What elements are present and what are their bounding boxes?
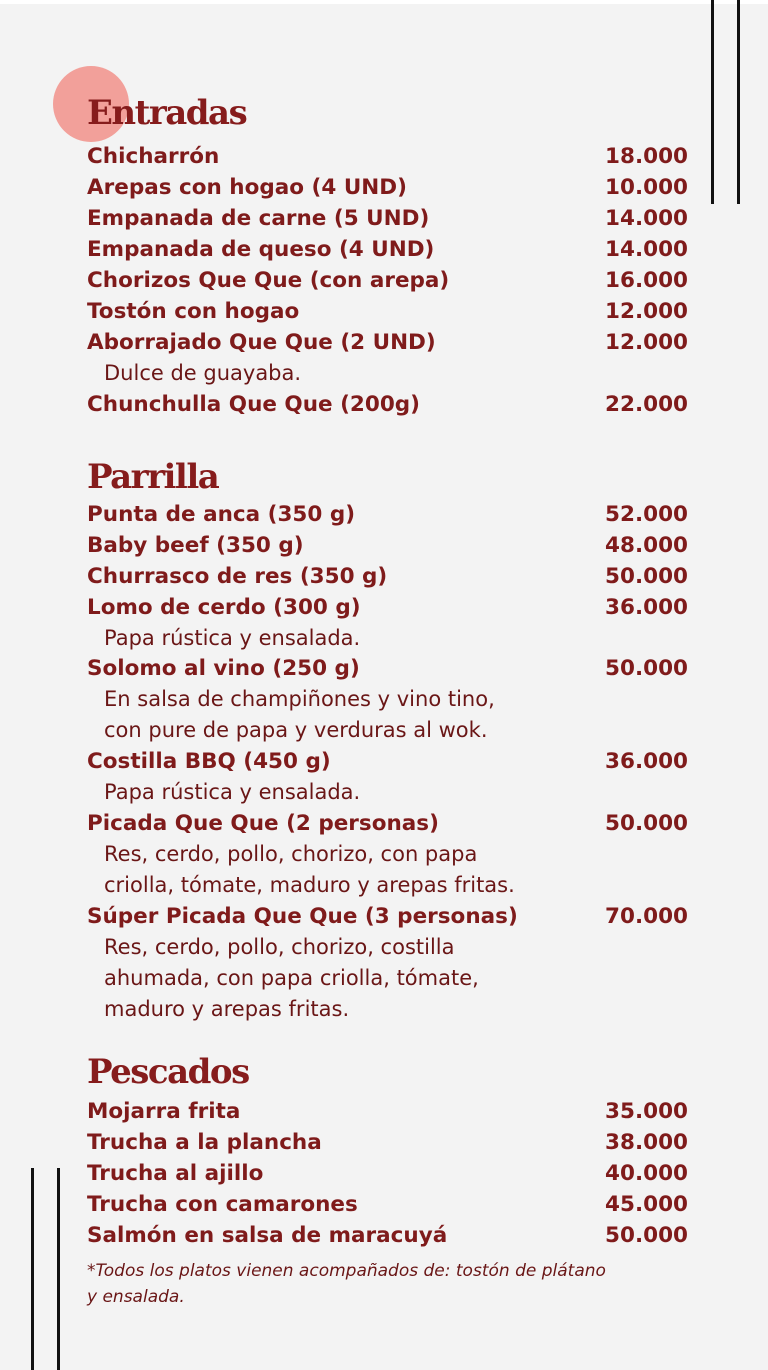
item-price: 18.000	[605, 144, 688, 169]
item-price: 35.000	[605, 1099, 688, 1124]
decor-line-top-right	[737, 0, 740, 204]
item-name: Solomo al vino (250 g)	[87, 656, 360, 681]
item-price: 22.000	[605, 392, 688, 417]
item-name: Chunchulla Que Que (200g)	[87, 392, 421, 417]
item-price: 50.000	[605, 564, 688, 589]
menu-item	[87, 234, 688, 265]
decor-line-bottom-right	[57, 1168, 60, 1370]
menu-item	[87, 561, 688, 592]
item-name: Costilla BBQ (450 g)	[87, 749, 331, 774]
item-price: 52.000	[605, 502, 688, 527]
decor-line-top-left	[711, 0, 714, 204]
item-description: En salsa de champiñones y vino tino,	[104, 687, 495, 711]
section-title: Pescados	[87, 1052, 249, 1092]
item-description: con pure de papa y verduras al wok.	[104, 718, 488, 742]
item-name: Empanada de queso (4 UND)	[87, 237, 435, 262]
menu-item	[87, 296, 688, 327]
menu-item	[87, 1220, 688, 1251]
item-name: Mojarra frita	[87, 1099, 241, 1124]
footnote: *Todos los platos vienen acompañados de: tostón de plátano y ensalada.	[87, 1261, 606, 1307]
item-price: 70.000	[605, 904, 688, 929]
menu-item	[87, 1189, 688, 1220]
item-price: 40.000	[605, 1161, 688, 1186]
item-description: maduro y arepas fritas.	[104, 997, 350, 1021]
item-price: 50.000	[605, 811, 688, 836]
item-price: 48.000	[605, 533, 688, 558]
item-name: Arepas con hogao (4 UND)	[87, 175, 407, 200]
item-price: 14.000	[605, 206, 688, 231]
item-name: Baby beef (350 g)	[87, 533, 304, 558]
item-name: Trucha con camarones	[87, 1192, 358, 1217]
item-price: 38.000	[605, 1130, 688, 1155]
menu-item	[87, 592, 688, 623]
item-price: 45.000	[605, 1192, 688, 1217]
item-price: 50.000	[605, 656, 688, 681]
item-name: Tostón con hogao	[87, 299, 300, 324]
menu-item	[87, 327, 688, 358]
menu-item	[87, 530, 688, 561]
item-name: Súper Picada Que Que (3 personas)	[87, 904, 518, 929]
item-description: Papa rústica y ensalada.	[104, 780, 361, 804]
item-name: Churrasco de res (350 g)	[87, 564, 388, 589]
menu-item	[87, 1158, 688, 1189]
item-name: Trucha a la plancha	[87, 1130, 322, 1155]
item-name: Chorizos Que Que (con arepa)	[87, 268, 450, 293]
item-name: Punta de anca (350 g)	[87, 502, 356, 527]
item-price: 12.000	[605, 330, 688, 355]
menu-item	[87, 172, 688, 203]
item-price: 36.000	[605, 749, 688, 774]
section-title: Parrilla	[87, 457, 219, 497]
item-description: ahumada, con papa criolla, tómate,	[104, 966, 479, 990]
item-price: 16.000	[605, 268, 688, 293]
item-name: Picada Que Que (2 personas)	[87, 811, 439, 836]
item-price: 36.000	[605, 595, 688, 620]
section-title: Entradas	[87, 93, 247, 133]
item-description: Res, cerdo, pollo, chorizo, costilla	[104, 935, 455, 959]
menu-item	[87, 1096, 688, 1127]
item-name: Trucha al ajillo	[87, 1161, 264, 1186]
item-description: criolla, tómate, maduro y arepas fritas.	[104, 873, 515, 897]
menu-item	[87, 265, 688, 296]
menu-item	[87, 808, 688, 839]
menu-item	[87, 1127, 688, 1158]
menu-item	[87, 746, 688, 777]
item-price: 50.000	[605, 1223, 688, 1248]
menu-item	[87, 499, 688, 530]
item-name: Aborrajado Que Que (2 UND)	[87, 330, 436, 355]
item-name: Lomo de cerdo (300 g)	[87, 595, 361, 620]
menu-item	[87, 203, 688, 234]
decor-line-bottom-left	[31, 1168, 34, 1370]
menu-item	[87, 141, 688, 172]
item-description: Dulce de guayaba.	[104, 361, 302, 385]
item-name: Salmón en salsa de maracuyá	[87, 1223, 448, 1248]
item-price: 14.000	[605, 237, 688, 262]
item-price: 12.000	[605, 299, 688, 324]
menu-item	[87, 901, 688, 932]
menu-item	[87, 653, 688, 684]
menu-item	[87, 389, 688, 420]
item-name: Empanada de carne (5 UND)	[87, 206, 430, 231]
top-border	[0, 0, 768, 4]
item-price: 10.000	[605, 175, 688, 200]
item-name: Chicharrón	[87, 144, 220, 169]
item-description: Papa rústica y ensalada.	[104, 626, 361, 650]
item-description: Res, cerdo, pollo, chorizo, con papa	[104, 842, 478, 866]
